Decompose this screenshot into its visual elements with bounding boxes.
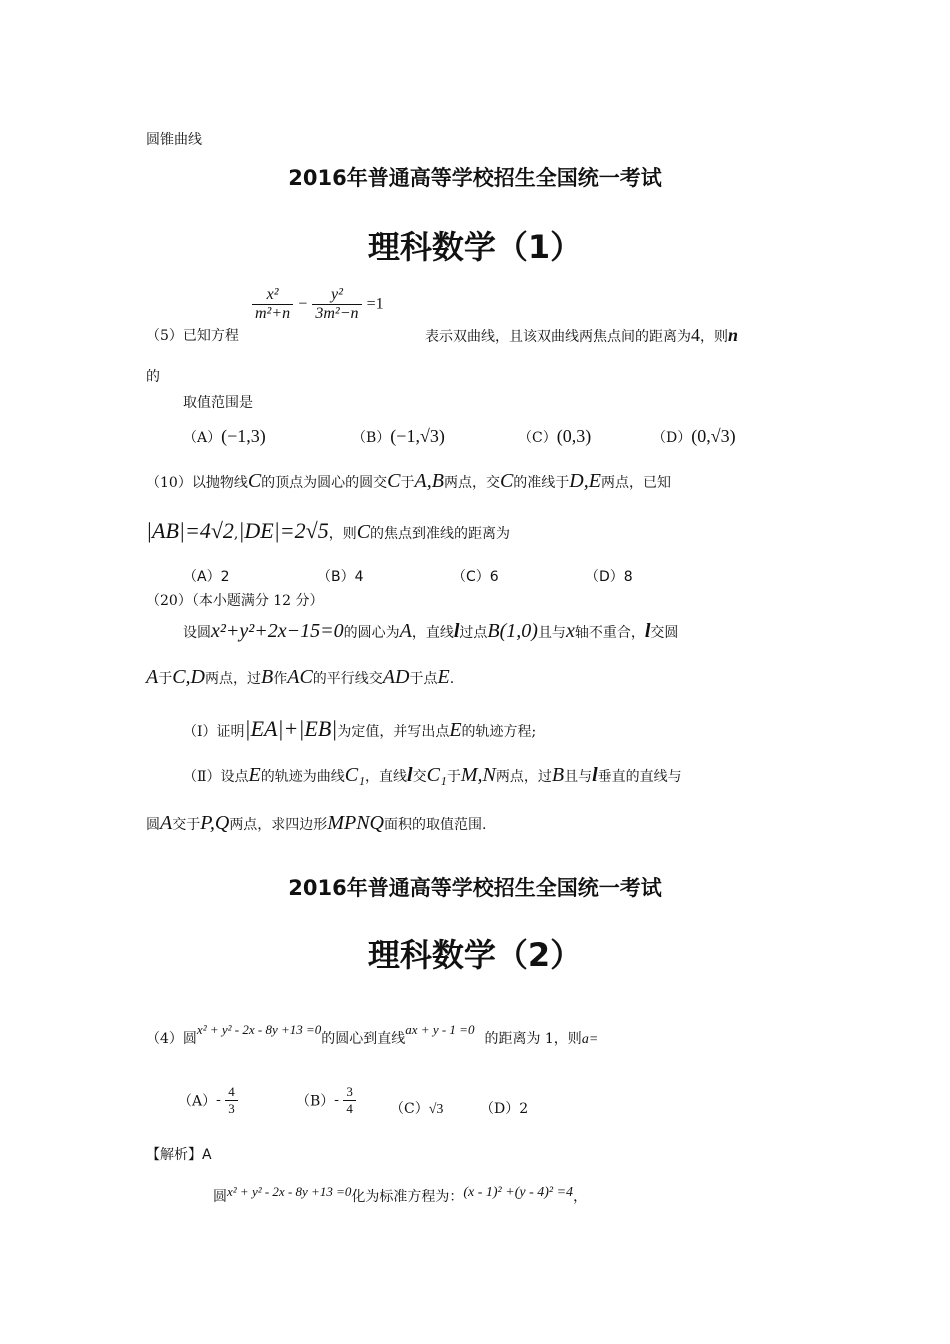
paper-title-2: 理科数学（2） <box>367 936 583 974</box>
q4-line: （4）圆x² + y² - 2x - 8y +13 =0的圆心到直线ax + y - 1 =0的距离为 1，则a= <box>146 1022 599 1047</box>
q10-option-c: （C）6 <box>452 569 499 585</box>
q10-option-a: （A）2 <box>183 569 230 585</box>
q20-line-1: 设圆x²+y²+2x−15=0的圆心为A，直线l过点B(1,0)且与x轴不重合，l交圆 <box>183 620 679 642</box>
q4-option-b: （B）- $\frac{3}{4}$ <box>296 1084 356 1117</box>
q5-option-c: （C）(0,3) <box>518 426 592 446</box>
q20-part-2-cont: 圆A交于P,Q两点，求四边形MPNQ面积的取值范围. <box>146 812 487 834</box>
paper-title-1: 理科数学（1） <box>367 228 583 266</box>
q5-text: 表示双曲线，且该双曲线两焦点间的距离为4，则n <box>425 325 739 345</box>
q5-range-text: 取值范围是 <box>183 395 253 411</box>
q5-option-b: （B）(−1,√3) <box>352 426 445 446</box>
q10-line-2: |AB|=4√2,|DE|=2√5，则C的焦点到准线的距离为 <box>146 518 511 543</box>
q5-de: 的 <box>146 369 160 385</box>
q20-part-2: （Ⅱ）设点E的轨迹为曲线C₁，直线l交C₁于M,N两点，过B且与l垂直的直线与 <box>183 764 682 786</box>
q4-option-c: （C）√3 <box>390 1101 444 1117</box>
q5-number: （5）已知方程 <box>146 328 239 344</box>
q5-option-a: （A）(−1,3) <box>183 426 266 446</box>
q10-option-b: （B）4 <box>317 569 364 585</box>
q4-option-d: （D）2 <box>480 1101 529 1117</box>
solution-line: 圆x² + y² - 2x - 8y +13 =0化为标准方程为：(x - 1)² +(y - 4)² =4， <box>213 1184 588 1205</box>
q5-option-d: （D）(0,√3) <box>652 426 736 446</box>
category-label: 圆锥曲线 <box>146 132 202 148</box>
q4-option-a: （A）- $\frac{4}{3}$ <box>178 1084 238 1117</box>
q10-option-d: （D）8 <box>585 569 633 585</box>
q20-line-2: A于C,D两点，过B作AC的平行线交AD于点E. <box>146 666 455 688</box>
q5-equation: $\frac{\text{x²}}{\text{m²+n}}$ − $\frac{\text{y²}}{\text{3m²−n}}$ =1 <box>252 286 384 323</box>
q20-header: （20）（本小题满分 12 分） <box>146 593 324 609</box>
exam-title-2: 2016年普通高等学校招生全国统一考试 <box>288 876 662 900</box>
q10-line-1: （10）以抛物线C的顶点为圆心的圆交C于A,B两点，交C的准线于D,E两点，已知 <box>146 470 671 492</box>
q20-part-1: （Ⅰ）证明|EA|+|EB|为定值，并写出点E的轨迹方程; <box>183 716 537 741</box>
solution-label: 【解析】A <box>146 1147 212 1163</box>
exam-title-1: 2016年普通高等学校招生全国统一考试 <box>288 166 662 190</box>
